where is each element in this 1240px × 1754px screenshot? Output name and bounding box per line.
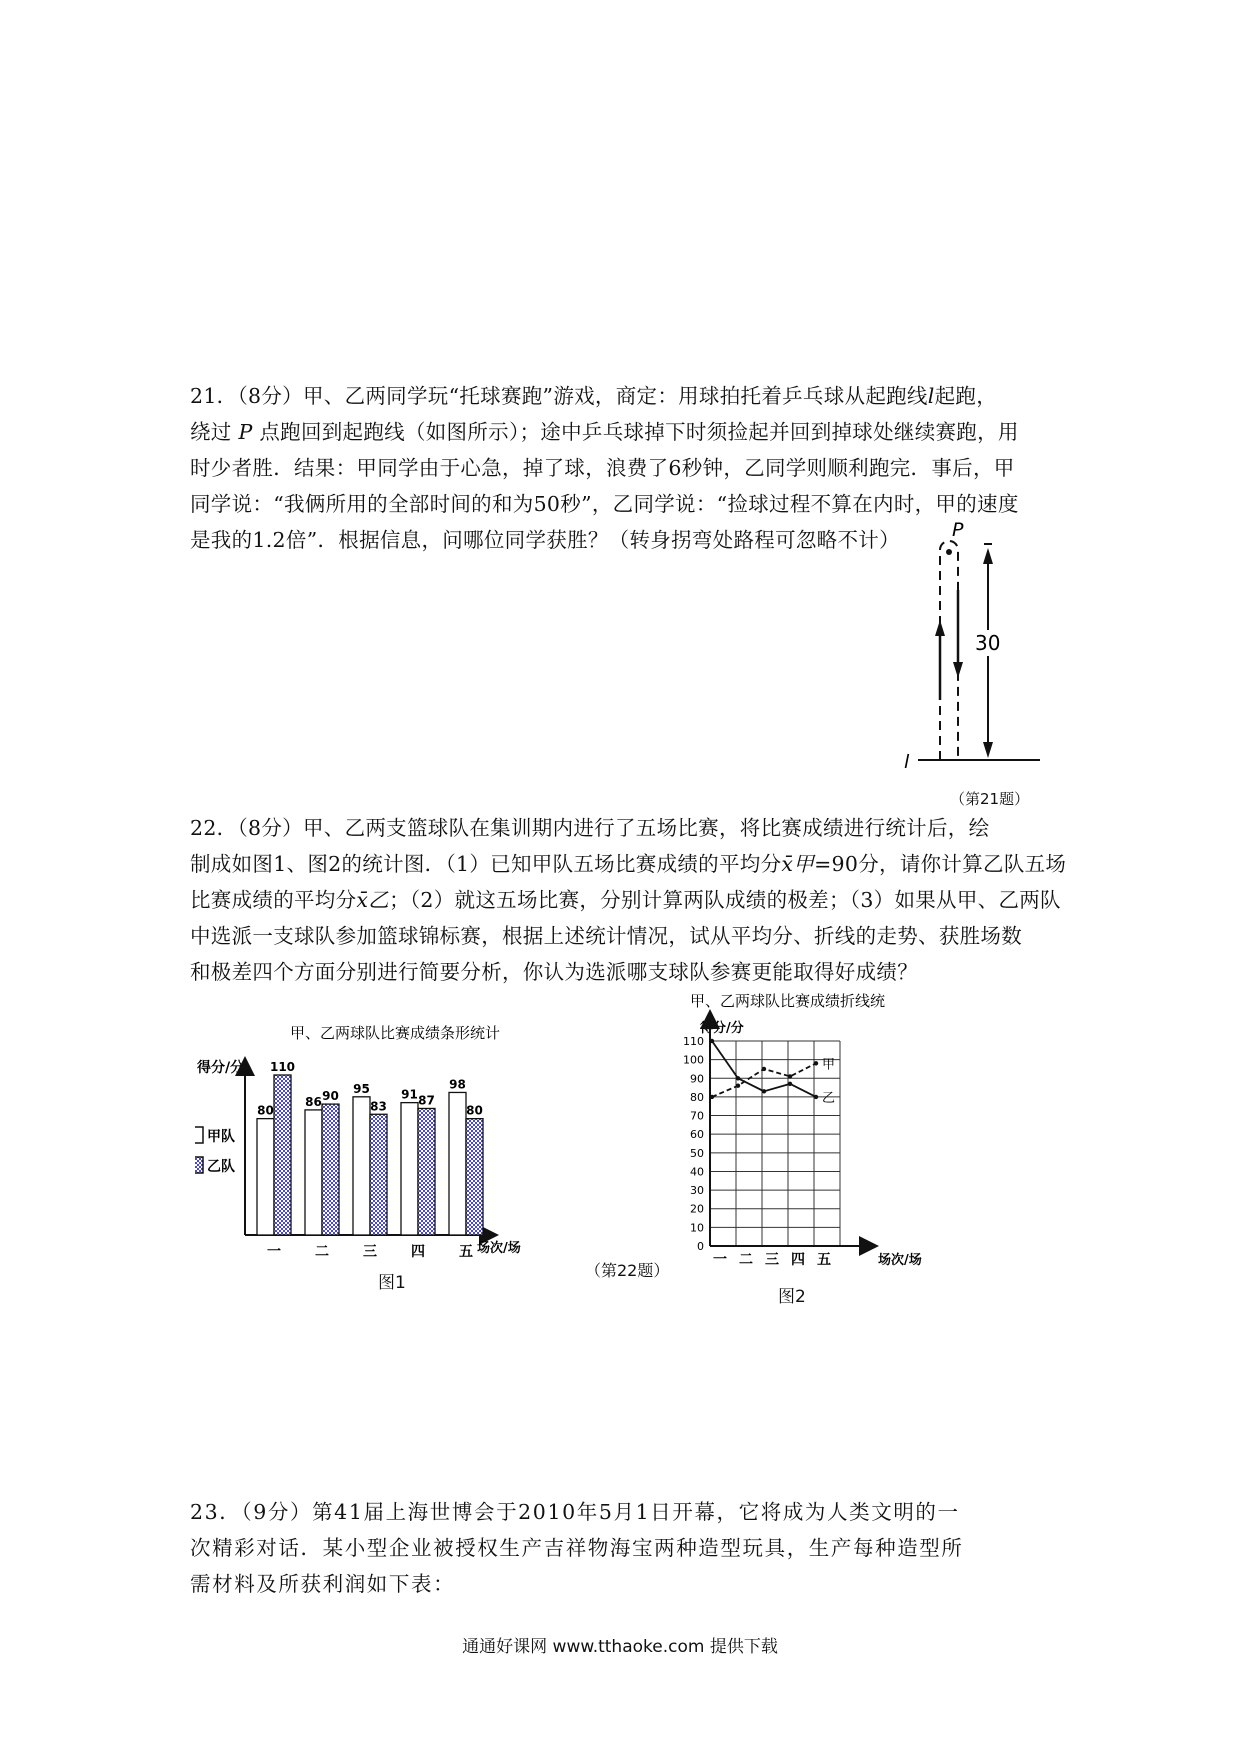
q23-line-1: 23．（9分）第41届上海世博会于2010年5月1日开幕，它将成为人类文明的一 xyxy=(190,1500,960,1524)
legend-yi: 乙队 xyxy=(207,1159,235,1175)
bar-value-label: 98 xyxy=(449,1077,466,1092)
bar-chart-ylabel: 得分/分 xyxy=(197,1060,245,1076)
series-point xyxy=(762,1067,766,1071)
q21-figure xyxy=(880,520,1140,780)
q22-line-4: 中选派一支球队参加篮球锦标赛，根据上述统计情况，试从平均分、折线的走势、获胜场数 xyxy=(190,924,1022,948)
bar-yi-1 xyxy=(274,1075,291,1235)
series-point xyxy=(710,1039,714,1043)
xbar-jia: x̄甲 xyxy=(781,852,815,876)
y-tick-label: 30 xyxy=(690,1184,704,1198)
y-tick-label: 0 xyxy=(697,1240,704,1253)
bar-value-label: 95 xyxy=(353,1081,370,1096)
bar-value-label: 91 xyxy=(401,1087,418,1102)
line-chart-title: 甲、乙两球队比赛成绩折线统 xyxy=(690,992,886,1010)
line-grid xyxy=(683,1013,875,1253)
page-footer: 通通好课网 www.tthaoke.com 提供下载 xyxy=(462,1637,778,1657)
line-category-label: 二 xyxy=(739,1252,753,1268)
bar-yi-2 xyxy=(322,1104,339,1235)
line-category-label: 三 xyxy=(765,1252,779,1268)
q22-line-2a: 制成如图1、图2的统计图．（1）已知甲队五场比赛成绩的平均分 xyxy=(190,852,782,876)
q23-line-2: 次精彩对话．某小型企业被授权生产吉祥物海宝两种造型玩具，生产每种造型所 xyxy=(190,1536,964,1560)
bar-yi-5 xyxy=(466,1119,483,1235)
y-tick-label: 90 xyxy=(690,1072,704,1086)
var-p: P xyxy=(238,420,253,444)
series-point xyxy=(736,1084,740,1088)
question-23 xyxy=(190,1494,1070,1602)
bar-jia-2 xyxy=(305,1110,322,1235)
y-tick-label: 70 xyxy=(690,1109,704,1123)
series-end-label-jia: 甲 xyxy=(822,1057,836,1073)
bar-yi-4 xyxy=(418,1108,435,1235)
series-point xyxy=(788,1082,792,1086)
q21-line-3: 时少者胜．结果：甲同学由于心急，掉了球，浪费了6秒钟，乙同学则顺利跑完．事后，甲 xyxy=(190,456,1015,480)
fig1-label: 图1 xyxy=(378,1273,406,1293)
q21-line-1: 21．（8分）甲、乙两同学玩“托球赛跑”游戏，商定：用球拍托着乒乓球从起跑线 xyxy=(190,384,928,408)
line-chart-ylabel: 得分/分 xyxy=(700,1021,744,1036)
series-point xyxy=(710,1095,714,1099)
q22-line-3b: ；（2）就这五场比赛，分别计算两队成绩的极差；（3）如果从甲、乙两队 xyxy=(389,888,1061,912)
line-category-label: 一 xyxy=(713,1252,727,1268)
label-p: P xyxy=(952,520,964,541)
legend-jia: 甲队 xyxy=(207,1129,235,1145)
y-tick-label: 50 xyxy=(690,1146,704,1160)
label-l: l xyxy=(904,751,910,773)
up-arrow-head xyxy=(935,620,945,636)
series-point xyxy=(814,1061,818,1065)
bar-jia-3 xyxy=(353,1097,370,1235)
q21-line-2-head: 绕过 xyxy=(190,420,232,444)
q22-line-5: 和极差四个方面分别进行简要分析，你认为选派哪支球队参赛更能取得好成绩？ xyxy=(190,960,918,984)
bar-chart-xlabel: 场次/场 xyxy=(477,1241,521,1256)
down-arrow-head xyxy=(953,662,963,678)
y-tick-label: 40 xyxy=(690,1165,704,1179)
q21-line-4: 同学说：“我俩所用的全部时间的和为50秒”，乙同学说：“捡球过程不算在内时，甲的速度 xyxy=(190,492,1019,516)
line-category-label: 五 xyxy=(817,1252,831,1268)
bar-category-label: 三 xyxy=(363,1244,377,1260)
q21-line-2: 点跑回到起跑线（如图所示）；途中乒乓球掉下时须捡起并回到掉球处继续赛跑，用 xyxy=(259,420,1019,444)
y-tick-label: 110 xyxy=(683,1035,704,1048)
q23-line-3: 需材料及所获利润如下表： xyxy=(190,1572,456,1596)
q22-line-2b: =90分，请你计算乙队五场 xyxy=(814,852,1067,876)
point-p xyxy=(946,549,952,555)
q21-line-1-tail: 起跑， xyxy=(934,384,998,408)
legend-swatch-jia xyxy=(195,1127,203,1143)
line-chart xyxy=(670,990,940,1300)
distance-label: 30 xyxy=(975,631,1001,655)
bar-marks xyxy=(257,1060,483,1260)
line-category-label: 四 xyxy=(791,1252,805,1268)
bar-value-label: 87 xyxy=(418,1093,435,1108)
line-chart-xlabel: 场次/场 xyxy=(878,1253,922,1268)
bar-jia-4 xyxy=(401,1103,418,1235)
y-tick-label: 80 xyxy=(690,1090,704,1104)
series-point xyxy=(788,1074,792,1078)
bar-value-label: 83 xyxy=(370,1099,387,1114)
bar-jia-1 xyxy=(257,1119,274,1235)
bar-category-label: 五 xyxy=(459,1244,473,1260)
y-tick-label: 10 xyxy=(690,1221,704,1235)
bar-jia-5 xyxy=(449,1092,466,1235)
series-point xyxy=(762,1089,766,1093)
bar-yi-3 xyxy=(370,1114,387,1235)
bar-category-label: 二 xyxy=(315,1244,329,1260)
xbar-yi: x̄乙 xyxy=(356,888,390,912)
bar-category-label: 一 xyxy=(267,1244,281,1260)
y-tick-label: 100 xyxy=(683,1053,704,1067)
legend-swatch-yi xyxy=(195,1157,203,1173)
q21-caption: （第21题） xyxy=(950,790,1030,808)
y-tick-label: 20 xyxy=(690,1202,704,1216)
bar-value-label: 86 xyxy=(305,1094,322,1109)
fig2-label: 图2 xyxy=(778,1287,806,1307)
bar-value-label: 80 xyxy=(257,1103,274,1118)
track-path xyxy=(940,541,958,760)
line-marks xyxy=(710,1039,835,1268)
bar-value-label: 90 xyxy=(322,1089,339,1104)
var-l: l xyxy=(927,384,935,408)
q22-line-1: 22．（8分）甲、乙两支篮球队在集训期内进行了五场比赛，将比赛成绩进行统计后，绘 xyxy=(190,816,990,840)
question-22 xyxy=(190,810,1070,990)
bar-value-label: 80 xyxy=(466,1103,483,1118)
bar-chart-title: 甲、乙两球队比赛成绩条形统计 xyxy=(290,1024,501,1042)
series-end-label-yi: 乙 xyxy=(822,1090,836,1106)
q21-line-5: 是我的1.2倍”．根据信息，问哪位同学获胜？（转身拐弯处路程可忽略不计） xyxy=(190,528,900,552)
bar-value-label: 110 xyxy=(269,1060,296,1074)
y-tick-label: 60 xyxy=(690,1128,704,1142)
bar-category-label: 四 xyxy=(411,1244,425,1260)
series-point xyxy=(736,1076,740,1080)
series-point xyxy=(814,1095,818,1099)
q22-line-3a: 比赛成绩的平均分 xyxy=(190,888,357,912)
q22-caption: （第22题） xyxy=(585,1261,670,1280)
